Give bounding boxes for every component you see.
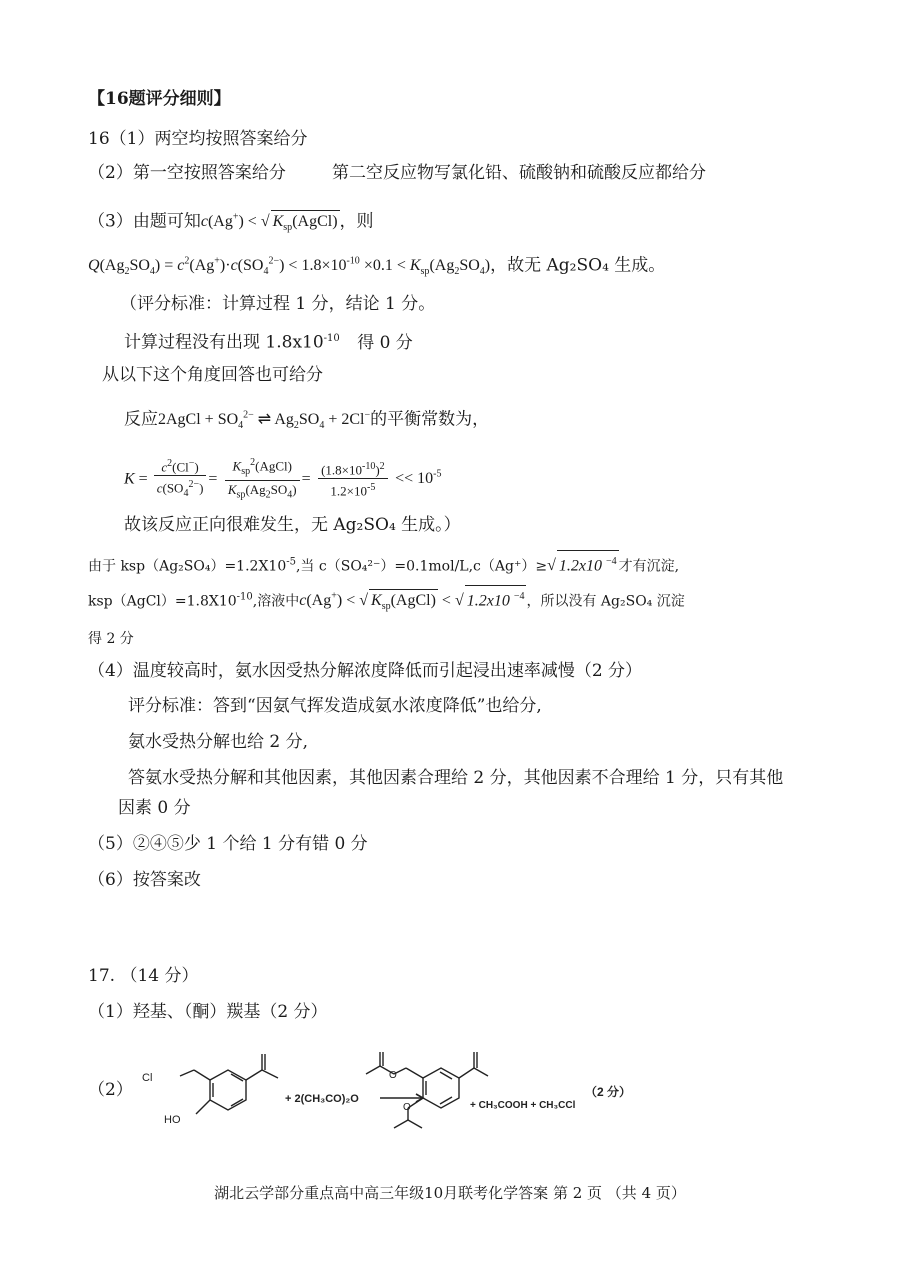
s16-item3-line <box>88 207 374 240</box>
reactant-structure <box>180 1054 278 1114</box>
s16-reaction-line <box>124 405 489 438</box>
s16-criteria2: 计算过程没有出现 1.8x10 <box>124 332 324 353</box>
s17-item1: （1）羟基、（酮）羰基（2 分） <box>88 1002 328 1022</box>
reaction-scheme <box>140 1040 660 1140</box>
reagent-label: + 2(CH₃CO)₂O <box>285 1093 359 1105</box>
s16-item1: 16（1）两空均按照答案给分 <box>88 129 308 149</box>
s16-ksp-line1: 由于 $ksp(Ag_2SO_4)=1.2X10^{-5}$,当 c（SO₄²⁻）=0.1mol/L,c（Ag⁺）≥√ 1.2x10 $^{-4}$ 才有沉淀, <box>88 550 679 577</box>
svg-text:Cl: Cl <box>142 1072 153 1084</box>
s16-alt-intro: 从以下这个角度回答也可给分 <box>102 365 323 385</box>
s16-item2a: （2）第一空按照答案给分 <box>88 163 286 183</box>
page-footer: 湖北云学部分重点高中高三年级10月联考化学答案 第 2 页 （共 4 页） <box>214 1184 686 1202</box>
s16-criteria2-line <box>124 328 413 354</box>
svg-text:O: O <box>403 1102 411 1113</box>
ksp-line2-c: ，所以没有 Ag₂SO₄ 沉淀 <box>526 593 685 610</box>
s16-item3-intro: （3）由题可知 <box>88 211 201 232</box>
formula-k: K = $\frac{c^2(Cl^-)}{c(SO_4^{2-})}$ = $\frac{K_{sp}^2(AgCl)}{K_{sp}(Ag_2SO_4)}$ = $\frac{(1.8\times 10^{-10})^2}{1.2\times 10^{-5}}$ << $10^{-5}$ <box>124 454 441 504</box>
formula-c-ag: c(Ag+) < √ $K_{sp}(AgCl)$ <box>201 213 340 230</box>
formula-reaction: 2AgCl + $SO_4^{2-}$ ⇌ $Ag_2SO_4 + 2Cl^-$ <box>158 410 371 432</box>
ksp-line2-a: ksp（AgCl）=1.8X10 <box>88 593 237 610</box>
svg-text:O: O <box>389 1070 397 1081</box>
s16-item4-criteria1: 评分标准：答到“因氨气挥发造成氨水浓度降低”也给分, <box>128 696 542 716</box>
svg-text:HO: HO <box>164 1114 181 1126</box>
s16-reaction-tail: 的平衡常数为， <box>370 409 490 430</box>
ksp-line1-a: 由于 ksp（Ag₂SO₄）=1.2X10 <box>88 558 287 575</box>
s16-criteria2-exp: -10 <box>323 333 340 344</box>
s16-item3-formula-line <box>88 251 665 284</box>
s16-item4-criteria4: 因素 0 分 <box>118 798 191 818</box>
s17-item2-label: （2） <box>88 1080 133 1100</box>
byproducts-label: + CH₃COOH + CH₃CCl <box>470 1100 576 1111</box>
ksp-line2-b: ,溶液中 <box>252 593 300 610</box>
s16-ksp-line2: $ksp(AgCl)=1.8X10^{-10}$,溶液中c(Ag+) < √ $K_{sp}(AgCl)$ < √ 1.2x10 $^{-4}$ ，所以没有 Ag₂SO₄ 沉淀 <box>88 585 685 619</box>
s16-criteria2-tail: 得 0 分 <box>357 332 413 353</box>
s16-item3-conclusion: ，故无 Ag₂SO₄ 生成。 <box>490 255 666 276</box>
s16-item6: （6）按答案改 <box>88 870 201 890</box>
reaction-arrow <box>380 1094 423 1102</box>
s17-item2-score: （2 分） <box>585 1085 632 1099</box>
s16-item4: （4）温度较高时，氨水因受热分解浓度降低而引起浸出速率减慢（2 分） <box>88 661 643 681</box>
section16-title: 【16题评分细则】 <box>88 89 231 109</box>
s16-reaction-intro: 反应 <box>124 409 158 430</box>
product-structure <box>366 1052 488 1128</box>
formula-q: $Q(Ag_2SO_4) = c^2(Ag^+)\cdot c(SO_4^{2-}) < 1.8\times 10^{-10} \times 0.1 < K_{sp}(Ag_2SO_4)$ <box>88 256 491 278</box>
s16-get2: 得 2 分 <box>88 631 134 647</box>
s16-item4-criteria2: 氨水受热分解也给 2 分, <box>128 732 309 752</box>
ksp-line1-c: 才有沉淀, <box>618 558 680 575</box>
s16-item2b: 第二空反应物写氯化铅、硫酸钠和硫酸反应都给分 <box>332 163 706 183</box>
s16-item5: （5）②④⑤少 1 个给 1 分有错 0 分 <box>88 834 368 854</box>
s16-item3-then: ，则 <box>339 211 374 232</box>
section17-title: 17. （14 分） <box>88 966 199 986</box>
s16-criteria1: （评分标准：计算过程 1 分，结论 1 分。 <box>120 294 436 314</box>
s16-reaction-conclusion: 故该反应正向很难发生，无 Ag₂SO₄ 生成。） <box>124 515 461 535</box>
s16-item4-criteria3: 答氨水受热分解和其他因素，其他因素合理给 2 分，其他因素不合理给 1 分，只有其他 <box>128 768 784 788</box>
ksp-line1-b: ,当 c（SO₄²⁻）=0.1mol/L,c（Ag⁺）≥ <box>295 558 548 575</box>
